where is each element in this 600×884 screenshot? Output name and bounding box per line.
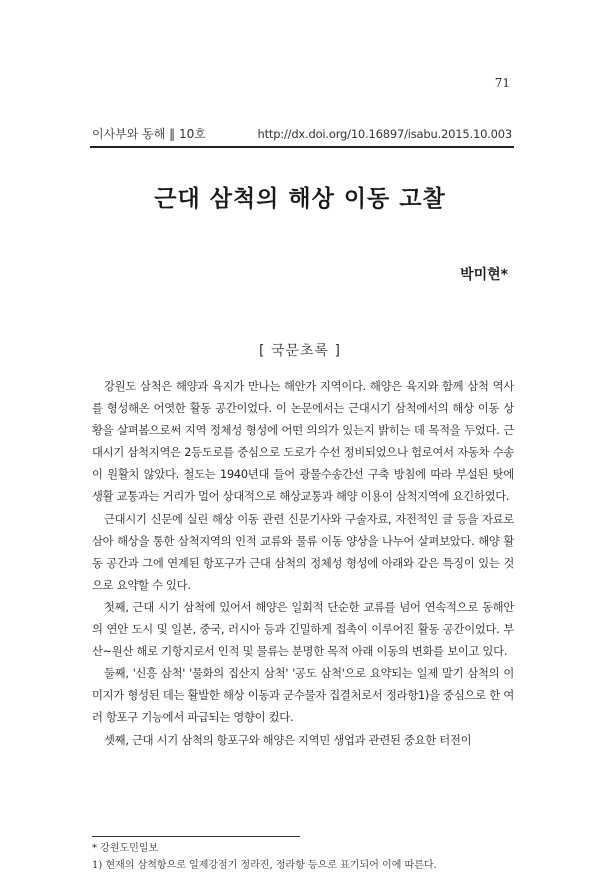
author-footnote-mark: *: [500, 267, 508, 283]
abstract-paragraph: 강원도 삼척은 해양과 육지가 만나는 해안가 지역이다. 해양은 육지와 함께 삼척 역사를 형성해온 어엿한 활동 공간이었다. 이 논문에서는 근대시기 삼척에서의 해상 이동 상황을 살펴봄으로써 지역 정체성 형성에 어떤 의의가 있는지 밝히는 데 목적을 두었다. 근대시기 삼척지역은 2등도로를 중심으로 도로가 수선 정비되었으나 험로여서 자동차 수송이 원활치 않았다. 철도는 1940년대 들어 광물수송간선 구축 방침에 따라 부설된 탓에 생활 교통과는 거리가 멀어 상대적으로 해상교통과 해양 이용이 삼척지역에 요긴하였다.: [92, 380, 514, 504]
doi-link[interactable]: http://dx.doi.org/10.16897/isabu.2015.10.003: [257, 127, 512, 141]
footnote-1: 1) 현재의 삼척항으로 일제강점기 정라진, 정라항 등으로 표기되어 이에 따른다.: [92, 860, 437, 871]
footnote-rule: [92, 836, 300, 837]
abstract-paragraph: 둘째, '신흥 삼척' '물화의 집산지 삼척' '공도 삼척'으로 요약되는 일제 말기 삼척의 이미지가 형성된 데는 활발한 해상 이동과 군수물자 집결처로서 정라항1)을 중심으로 한 여러 항포구 기능에서 파급되는 영향이 컸다.: [92, 667, 514, 725]
page-number: 71: [494, 76, 510, 90]
abstract-paragraph: 근대시기 신문에 실린 해상 이동 관련 신문기사와 구술자료, 자전적인 글 등을 자료로 삼아 해상을 통한 삼척지역의 인적 교류와 물류 이동 양상을 나누어 살펴보았다. 해양 활동 공간과 그에 연계된 항포구가 근대 삼척의 정체성 형성에 아래와 같은 특징이 있는 것으로 요약할 수 있다.: [92, 512, 514, 592]
running-header: [92, 125, 512, 142]
article-title: 근대 삼척의 해상 이동 고찰: [154, 185, 446, 212]
footnote-author-affiliation: * 강원도민일보: [92, 843, 159, 854]
journal-issue: 이사부와 동해 ‖ 10호: [92, 127, 206, 141]
author: [460, 264, 508, 284]
abstract-heading: [ 국문초록 ]: [259, 343, 341, 359]
author-name: 박미현: [460, 267, 501, 283]
abstract-paragraph: 첫째, 근대 시기 삼척에 있어서 해양은 일회적 단순한 교류를 넘어 연속적으로 동해안의 연안 도시 및 일본, 중국, 러시아 등과 긴밀하게 접촉이 이루어진 활동 공간이었다. 부산~원산 해로 기항지로서 인적 및 물류는 분명한 목적 아래 이동의 변화를 보이고 있다.: [92, 600, 514, 659]
abstract-paragraph: 셋째, 근대 시기 삼척의 항포구와 해양은 지역민 생업과 관련된 중요한 터전이: [104, 733, 472, 747]
footnotes: [92, 840, 514, 874]
header-rule: [90, 146, 514, 148]
abstract-body: [92, 376, 514, 752]
